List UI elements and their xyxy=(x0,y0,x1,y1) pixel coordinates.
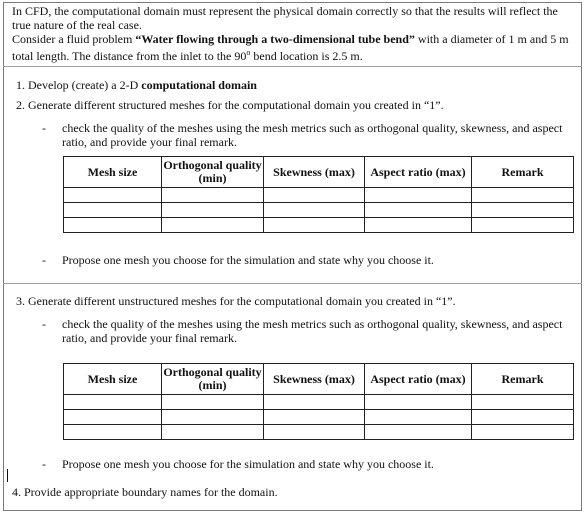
header-mesh-size: Mesh size xyxy=(64,364,162,395)
table-header-row xyxy=(64,364,574,395)
header-skewness: Skewness (max) xyxy=(264,157,365,188)
table-cell[interactable] xyxy=(162,395,264,410)
question-1-pre: Develop (create) a 2-D xyxy=(28,78,142,92)
unstructured-mesh-table xyxy=(63,363,574,440)
header-skewness: Skewness (max) xyxy=(264,364,365,395)
table-cell[interactable] xyxy=(472,425,574,440)
table-cell[interactable] xyxy=(365,218,472,233)
intro-line-2-end: bend location is 2.5 m. xyxy=(250,49,363,63)
question-1 xyxy=(16,78,257,92)
table-cell[interactable] xyxy=(472,218,574,233)
table-cell[interactable] xyxy=(64,425,162,440)
table-header-row xyxy=(64,157,574,188)
table-cell[interactable] xyxy=(472,410,574,425)
table-cell[interactable] xyxy=(365,395,472,410)
question-1-number: 1. xyxy=(16,78,25,92)
section-divider xyxy=(3,283,582,284)
table-cell[interactable] xyxy=(264,203,365,218)
intro-line-1: In CFD, the computational domain must represent the physical domain correctly so that the results will reflect the true nature of the real case. xyxy=(12,4,558,32)
question-2-propose xyxy=(42,253,434,267)
question-2-check-text: check the quality of the meshes using the mesh metrics such as orthogonal quality, skewness, and aspect ratio, and provide your final remark. xyxy=(62,121,563,149)
table-cell[interactable] xyxy=(162,410,264,425)
table-cell[interactable] xyxy=(64,188,162,203)
table-cell[interactable] xyxy=(162,218,264,233)
table-cell[interactable] xyxy=(365,188,472,203)
header-aspect-ratio: Aspect ratio (max) xyxy=(365,157,472,188)
table-row xyxy=(64,188,574,203)
intro-paragraph xyxy=(12,4,572,63)
bullet-dash: - xyxy=(42,457,46,471)
table-cell[interactable] xyxy=(162,188,264,203)
header-remark: Remark xyxy=(472,364,574,395)
table-cell[interactable] xyxy=(264,395,365,410)
header-orthogonal-quality: Orthogonal quality (min) xyxy=(162,157,264,188)
table-row xyxy=(64,218,574,233)
table-row xyxy=(64,425,574,440)
table-row xyxy=(64,410,574,425)
table-cell[interactable] xyxy=(365,425,472,440)
table-cell[interactable] xyxy=(264,188,365,203)
question-3: 3. Generate different unstructured meshes for the computational domain you created in “1”. xyxy=(16,294,456,308)
table-cell[interactable] xyxy=(264,425,365,440)
section-divider xyxy=(3,66,582,67)
bullet-dash: - xyxy=(42,253,46,267)
table-cell[interactable] xyxy=(472,395,574,410)
table-cell[interactable] xyxy=(264,410,365,425)
question-4: 4. Provide appropriate boundary names for the domain. xyxy=(12,485,278,499)
intro-line-2-pre: Consider a fluid problem xyxy=(12,32,136,46)
problem-title: “Water flowing through a two-dimensional tube bend” xyxy=(135,32,415,46)
question-2-propose-text: Propose one mesh you choose for the simulation and state why you choose it. xyxy=(62,253,434,267)
header-mesh-size: Mesh size xyxy=(64,157,162,188)
table-cell[interactable] xyxy=(162,203,264,218)
table-row xyxy=(64,395,574,410)
text-cursor xyxy=(7,469,8,482)
header-remark: Remark xyxy=(472,157,574,188)
question-3-propose-text: Propose one mesh you choose for the simulation and state why you choose it. xyxy=(62,457,434,471)
degree-mark: o xyxy=(246,48,251,57)
question-2-check xyxy=(42,121,572,149)
table-cell[interactable] xyxy=(472,188,574,203)
table-cell[interactable] xyxy=(365,203,472,218)
question-3-check-text: check the quality of the meshes using the mesh metrics such as orthogonal quality, skewness, and aspect ratio, and provide your final remark. xyxy=(62,317,563,345)
table-cell[interactable] xyxy=(64,218,162,233)
question-3-propose xyxy=(42,457,434,471)
structured-mesh-table xyxy=(63,156,574,233)
bullet-dash: - xyxy=(42,121,46,135)
header-aspect-ratio: Aspect ratio (max) xyxy=(365,364,472,395)
table-cell[interactable] xyxy=(472,203,574,218)
table-row xyxy=(64,203,574,218)
question-1-bold: computational domain xyxy=(141,78,257,92)
header-orthogonal-quality: Orthogonal quality (min) xyxy=(162,364,264,395)
table-cell[interactable] xyxy=(64,203,162,218)
table-cell[interactable] xyxy=(64,395,162,410)
intro-line-2-post: with a diameter of 1 m and 5 m total length. The distance from the inlet to the 90 xyxy=(12,32,569,63)
question-3-check xyxy=(42,317,572,345)
bullet-dash: - xyxy=(42,317,46,331)
table-cell[interactable] xyxy=(365,410,472,425)
question-2: 2. Generate different structured meshes for the computational domain you created in “1”. xyxy=(16,98,444,112)
table-cell[interactable] xyxy=(264,218,365,233)
table-cell[interactable] xyxy=(162,425,264,440)
intro-line-2 xyxy=(12,32,572,63)
table-cell[interactable] xyxy=(64,410,162,425)
